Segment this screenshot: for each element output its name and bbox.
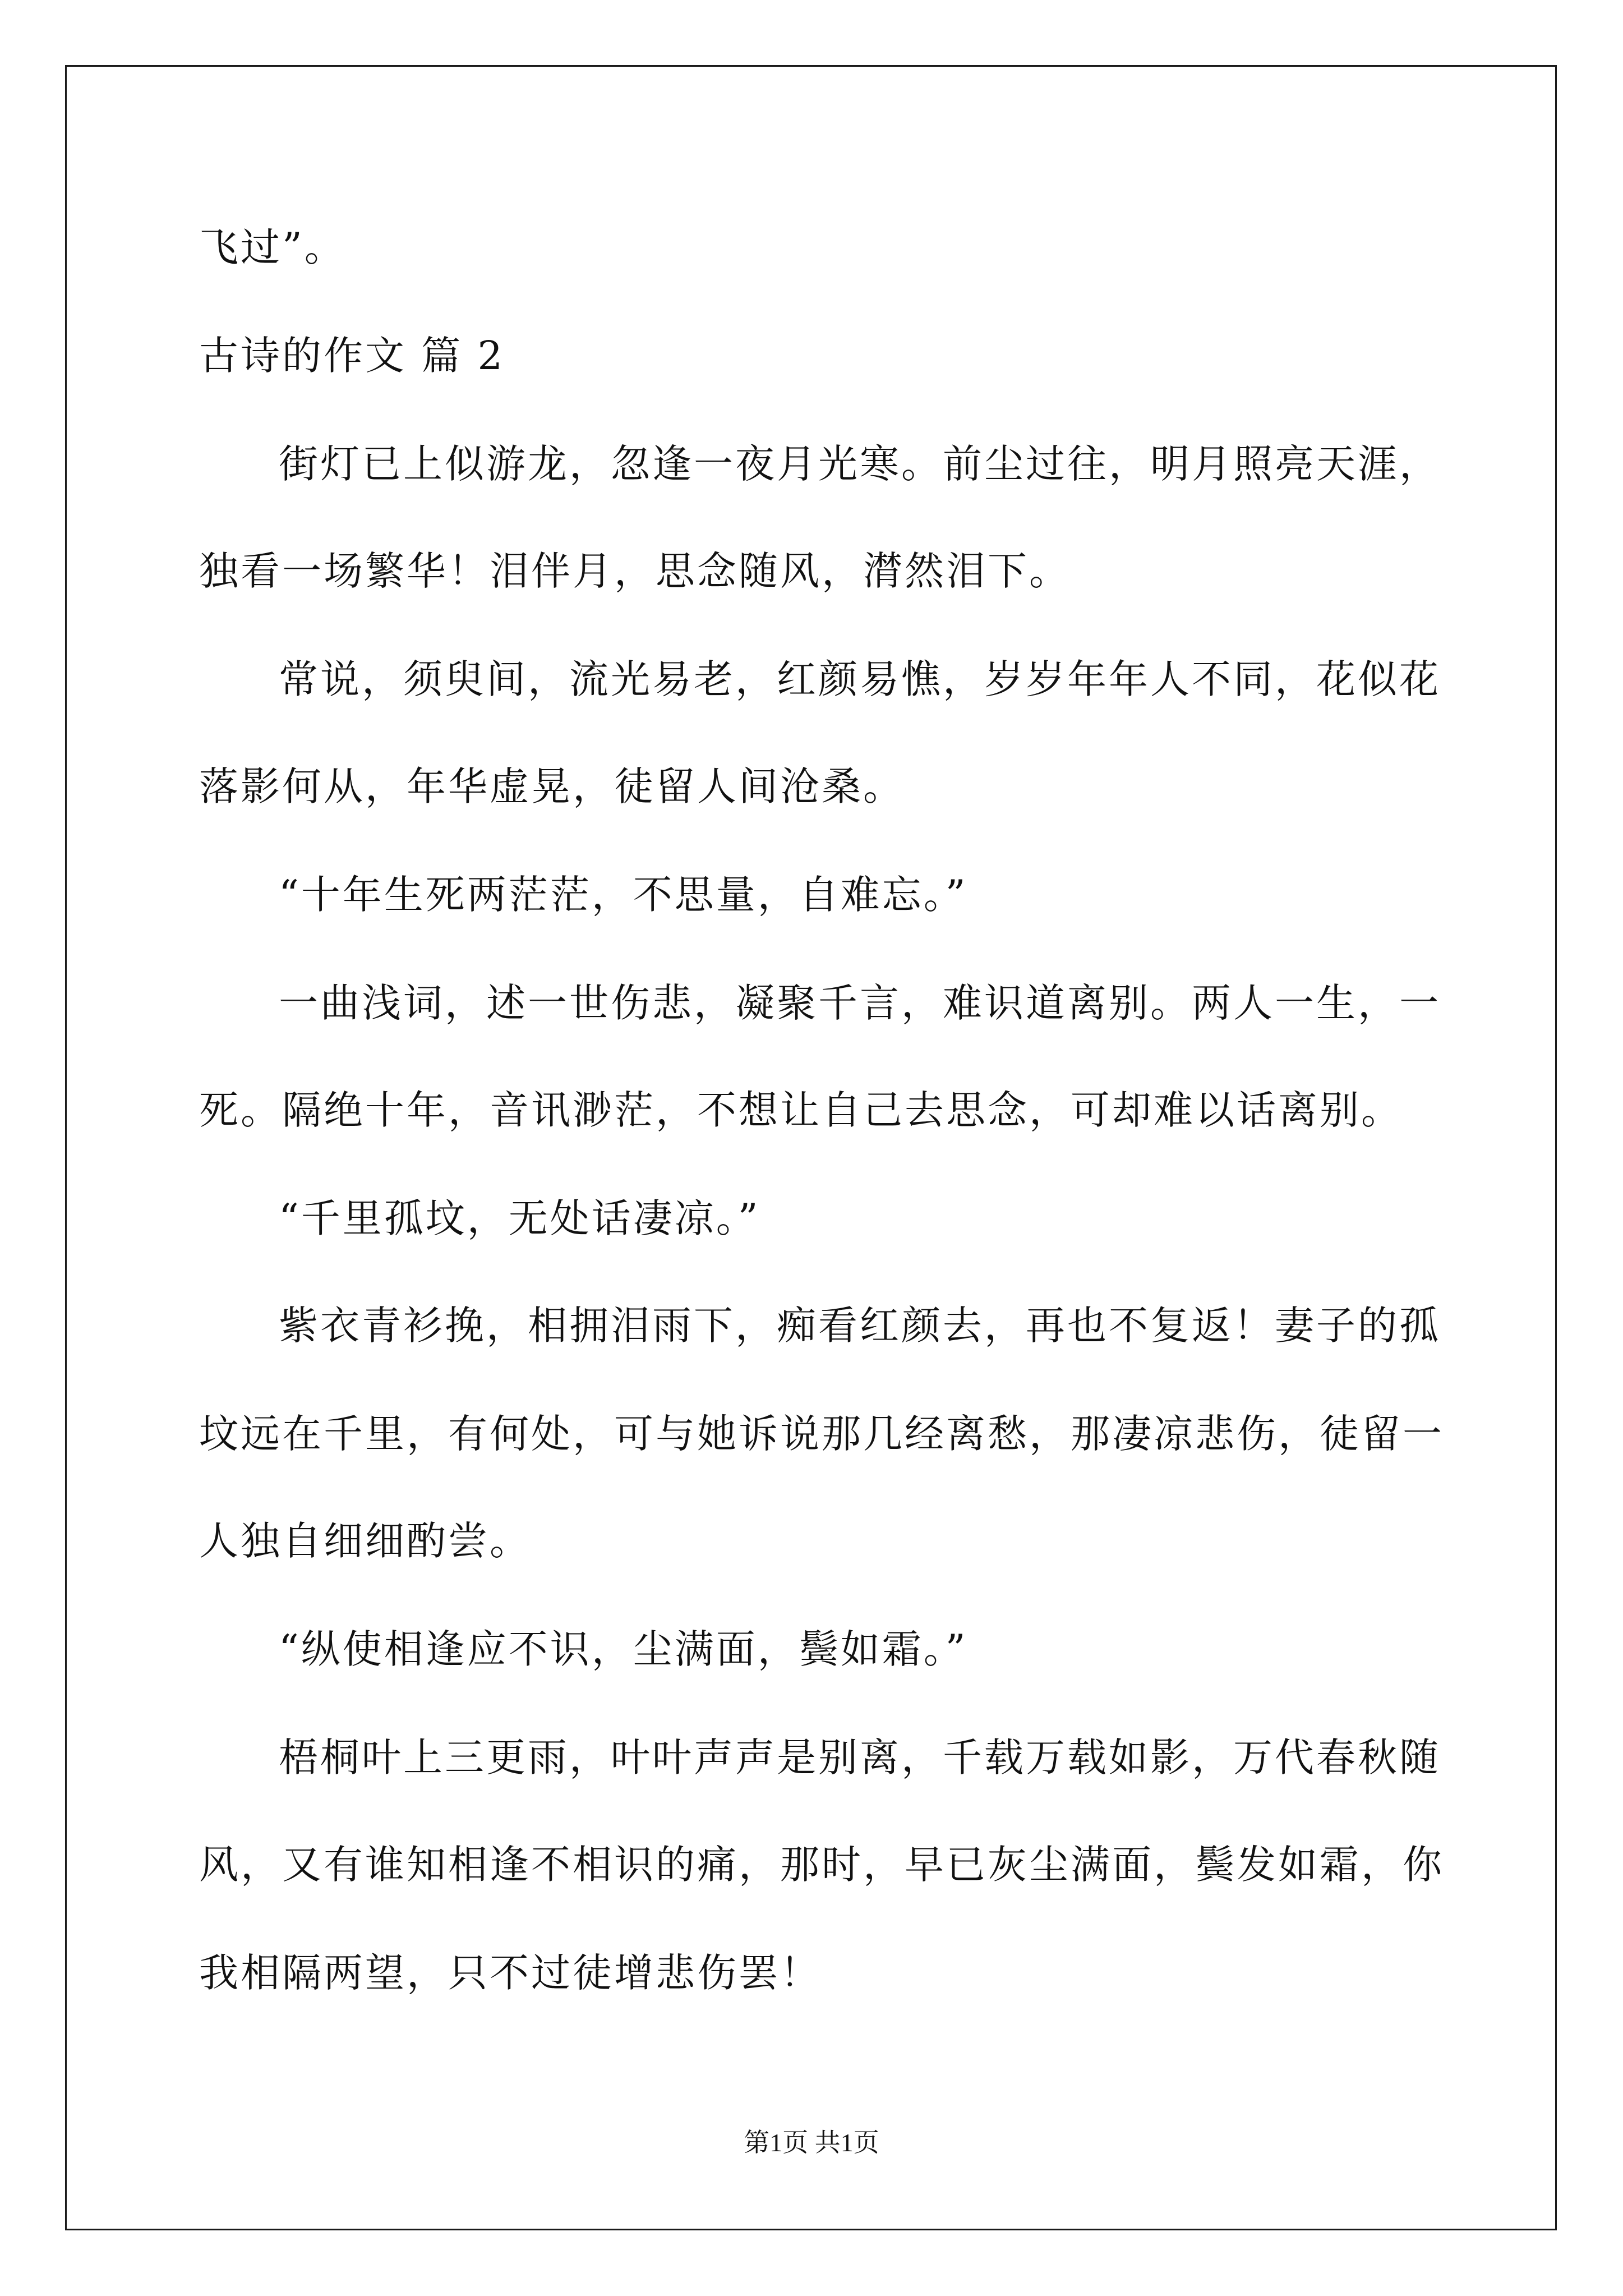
paragraph-line: 坟远在千里，有何处，可与她诉说那几经离愁，那凄凉悲伤，徒留一 xyxy=(199,1411,1444,1457)
paragraph-line: 风，又有谁知相逢不相识的痛，那时，早已灰尘满面，鬓发如霜，你 xyxy=(199,1842,1444,1888)
quote-line: “十年生死两茫茫，不思量，自难忘。” xyxy=(279,872,968,918)
quote-line: “纵使相逢应不识，尘满面，鬓如霜。” xyxy=(279,1626,968,1672)
page-border xyxy=(65,65,1557,2230)
text-line: 飞过”。 xyxy=(199,224,346,270)
paragraph-line: 常说，须臾间，流光易老，红颜易憔，岁岁年年人不同，花似花 xyxy=(279,656,1441,702)
paragraph-line: 人独自细细酌尝。 xyxy=(199,1518,531,1564)
paragraph-line: 我相隔两望，只不过徒增悲伤罢！ xyxy=(199,1950,822,1996)
paragraph-line: 一曲浅词，述一世伤悲，凝聚千言，难识道离别。两人一生，一 xyxy=(279,980,1441,1026)
paragraph-line: 紫衣青衫挽，相拥泪雨下，痴看红颜去，再也不复返！妻子的孤 xyxy=(279,1303,1441,1349)
page-footer: 第1页 共1页 xyxy=(744,2128,879,2157)
quote-line: “千里孤坟，无处话凄凉。” xyxy=(279,1195,760,1241)
section-heading: 古诗的作文 篇 2 xyxy=(199,333,505,379)
paragraph-line: 死。隔绝十年，音讯渺茫，不想让自己去思念，可却难以话离别。 xyxy=(199,1087,1403,1133)
paragraph-line: 街灯已上似游龙，忽逢一夜月光寒。前尘过往，明月照亮天涯， xyxy=(279,441,1441,487)
paragraph-line: 落影何从，年华虚晃，徒留人间沧桑。 xyxy=(199,763,905,809)
paragraph-line: 独看一场繁华！泪伴月，思念随风，潸然泪下。 xyxy=(199,548,1071,594)
paragraph-line: 梧桐叶上三更雨，叶叶声声是别离，千载万载如影，万代春秋随 xyxy=(279,1734,1441,1780)
